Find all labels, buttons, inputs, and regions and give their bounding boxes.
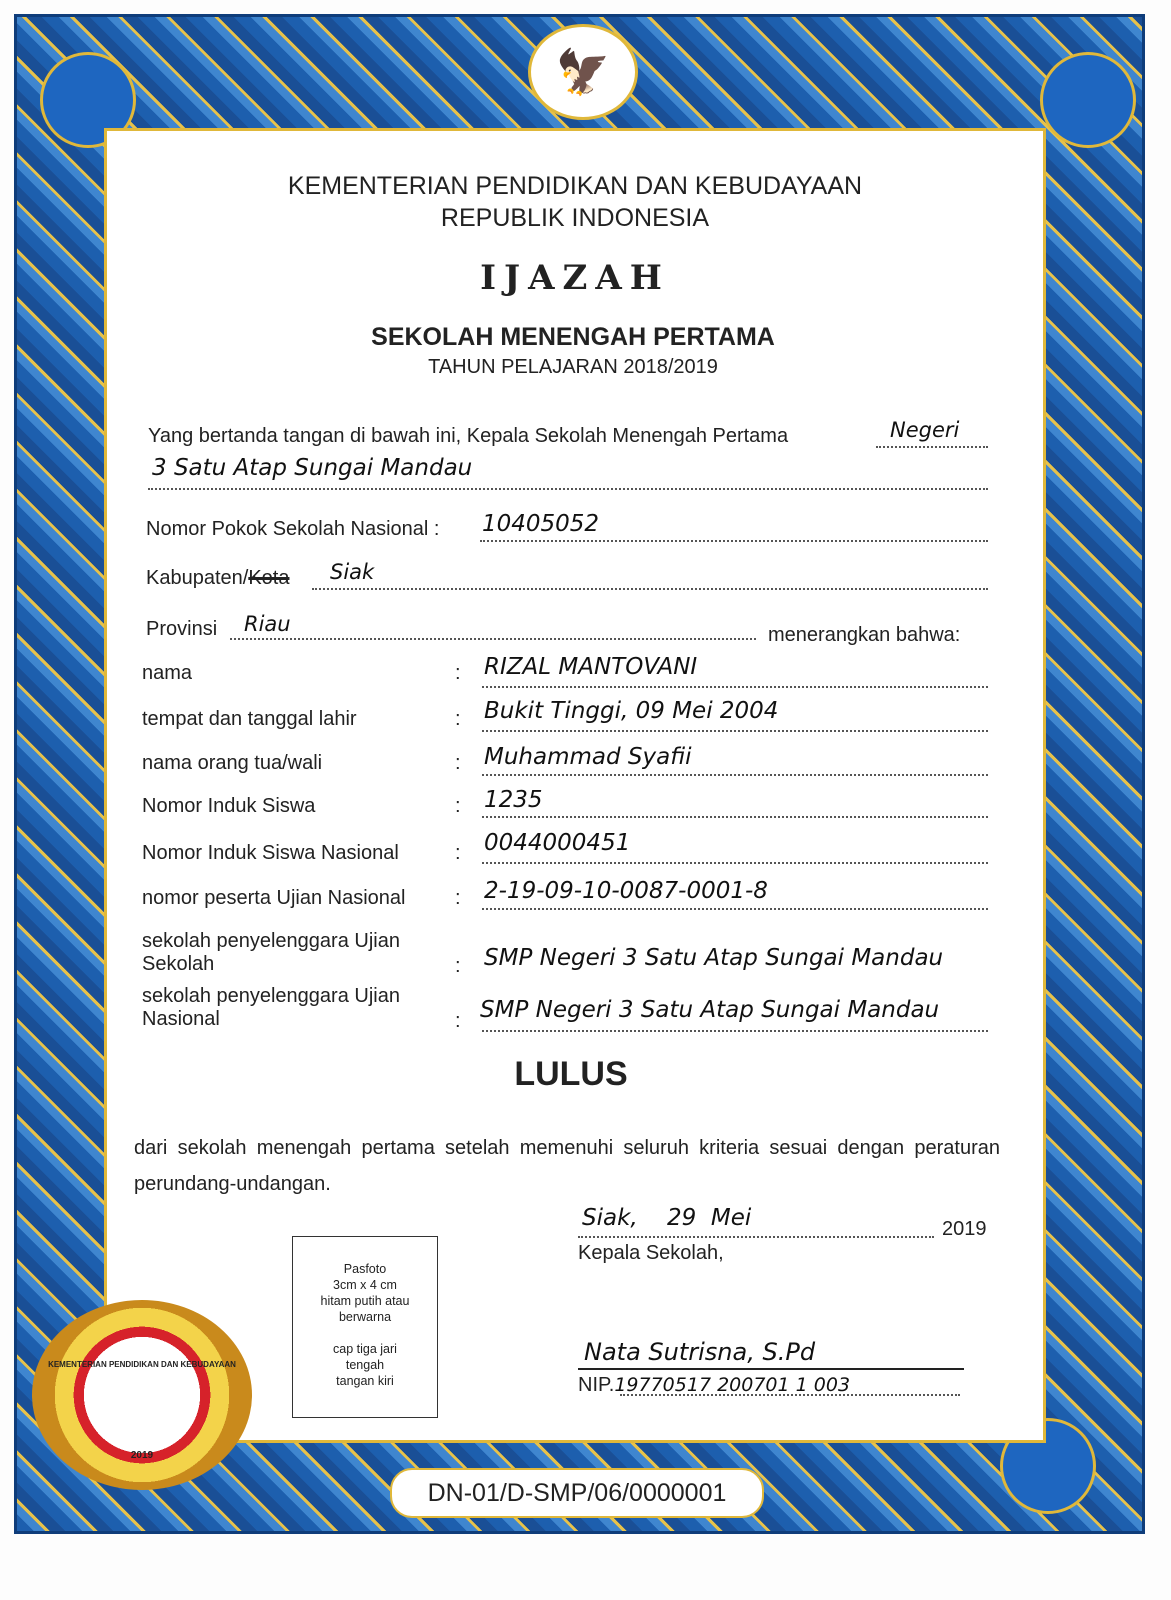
photo-text: tangan kiri [336, 1374, 394, 1388]
menerangkan-text: menerangkan bahwa: [768, 624, 961, 646]
colon: : [455, 708, 461, 730]
field-label-nisn: Nomor Induk Siswa Nasional [142, 842, 399, 864]
school-name-part1: Negeri [890, 418, 960, 442]
corner-ornament [1040, 52, 1136, 148]
intro-text: Yang bertanda tangan di bawah ini, Kepala Sekolah Menengah Pertama [148, 425, 789, 447]
field-value-ujian-nasional: SMP Negeri 3 Satu Atap Sungai Mandau [480, 997, 940, 1023]
field-label-nama: nama [142, 662, 193, 684]
field-label-peserta-un: nomor peserta Ujian Nasional [142, 887, 406, 909]
ministry-seal [32, 1300, 252, 1490]
seal-year: 2019 [130, 1450, 154, 1461]
serial-number: DN-01/D-SMP/06/0000001 [390, 1468, 764, 1518]
seal-text: KEMENTERIAN PENDIDIKAN DAN KEBUDAYAAN [48, 1360, 236, 1369]
kota-struck: Kota [248, 567, 290, 589]
country-name: REPUBLIK INDONESIA [440, 204, 710, 232]
provinsi-value: Riau [244, 612, 291, 636]
field-value-ttl: Bukit Tinggi, 09 Mei 2004 [484, 698, 779, 724]
statement-text: dari sekolah menengah pertama setelah memenuhi seluruh kriteria sesuai dengan peraturan perundang-undangan. [134, 1137, 1000, 1195]
academic-year: TAHUN PELAJARAN 2018/2019 [428, 356, 718, 378]
provinsi-label: Provinsi [146, 618, 218, 640]
headmaster-name: Nata Sutrisna, S.Pd [584, 1338, 816, 1366]
colon: : [455, 955, 461, 977]
colon: : [455, 887, 461, 909]
photo-text: berwarna [338, 1310, 392, 1324]
colon: : [455, 662, 461, 684]
photo-text: 3cm x 4 cm [333, 1278, 397, 1292]
ministry-name: KEMENTERIAN PENDIDIKAN DAN KEBUDAYAAN [287, 172, 863, 200]
colon: : [455, 1010, 461, 1032]
colon: : [455, 842, 461, 864]
kabupaten-value: Siak [330, 560, 375, 584]
garuda-emblem-icon: 🦅 [528, 24, 638, 120]
field-value-peserta-un: 2-19-09-10-0087-0001-8 [484, 878, 768, 904]
school-level: SEKOLAH MENENGAH PERTAMA [371, 323, 775, 351]
school-name-part2: 3 Satu Atap Sungai Mandau [152, 455, 473, 481]
photo-text: cap tiga jari [333, 1342, 397, 1356]
colon: : [455, 795, 461, 817]
field-label-ujian-sekolah: sekolah penyelenggara Ujian Sekolah [142, 930, 400, 975]
nip-label: NIP. [578, 1374, 615, 1396]
photo-text: Pasfoto [343, 1262, 387, 1276]
npsn-value: 10405052 [482, 511, 600, 537]
nip-value: 19770517 200701 1 003 [614, 1374, 851, 1396]
colon: : [455, 752, 461, 774]
photo-text: hitam putih atau [320, 1294, 410, 1308]
field-label-ttl: tempat dan tanggal lahir [142, 708, 357, 730]
field-value-ujian-sekolah: SMP Negeri 3 Satu Atap Sungai Mandau [484, 945, 944, 971]
npsn-label: Nomor Pokok Sekolah Nasional : [146, 518, 440, 540]
signature-year: 2019 [942, 1218, 987, 1240]
field-value-nis: 1235 [484, 787, 543, 813]
photo-text: tengah [345, 1358, 385, 1372]
field-value-nama: RIZAL MANTOVANI [484, 654, 698, 680]
field-label-orang-tua: nama orang tua/wali [142, 752, 323, 774]
kabupaten-label [146, 567, 289, 590]
field-value-nisn: 0044000451 [484, 830, 631, 856]
signature-role: Kepala Sekolah, [578, 1242, 724, 1264]
signature-place-date: Siak, 29 Mei [582, 1205, 752, 1231]
field-label-ujian-nasional: sekolah penyelenggara Ujian Nasional [142, 985, 400, 1030]
kabupaten-text: Kabupaten/ [146, 567, 249, 589]
photo-placeholder-box [292, 1236, 438, 1418]
field-value-orang-tua: Muhammad Syafii [484, 744, 692, 770]
certificate-title: IJAZAH [480, 258, 670, 298]
field-label-nis: Nomor Induk Siswa [142, 795, 316, 817]
result-lulus: LULUS [514, 1055, 628, 1093]
